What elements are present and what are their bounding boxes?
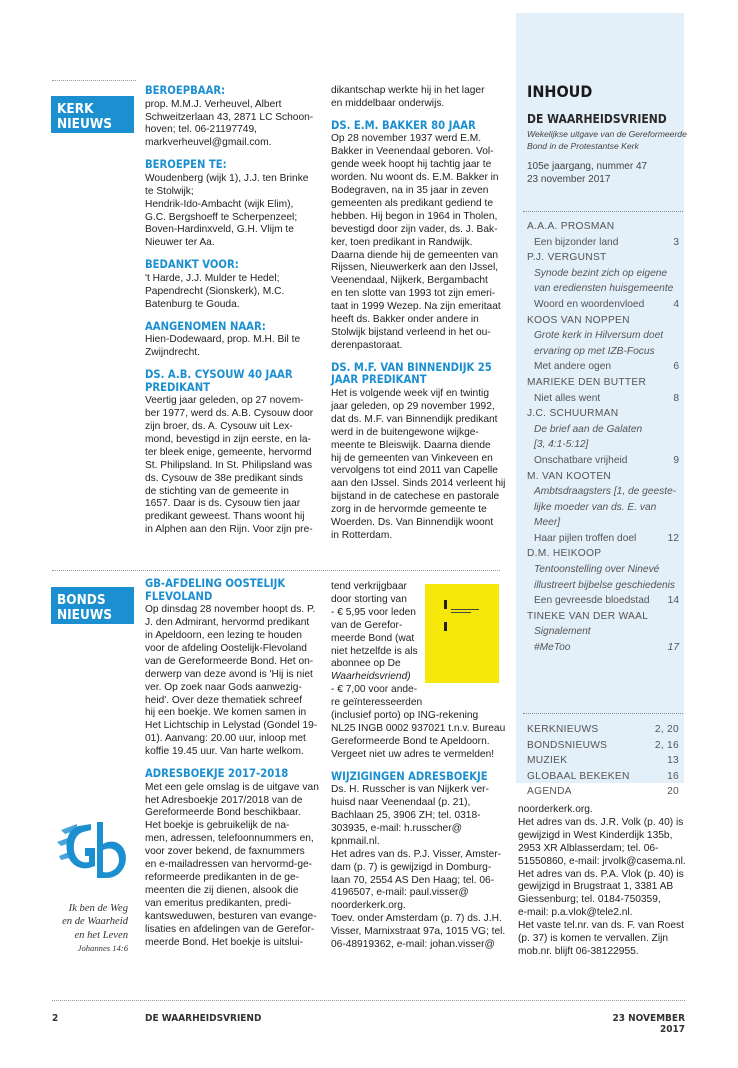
masthead: DE WAARHEIDSVRIEND Wekelijkse uitgave van de Gereformeerde Bond in de Protestantse Kerk 105e jaargang, nummer 47 23 november 2017 [527, 112, 687, 185]
article-heading: ADRESBOEKJE 2017-2018 [145, 767, 289, 781]
category-name: BONDSNIEUWS [527, 739, 608, 751]
category-row [527, 738, 679, 754]
article-line: prop. M.M.J. Verheuvel, Albert [145, 98, 282, 110]
magazine-title: DE WAARHEIDSVRIEND [527, 112, 667, 126]
article-line: Op 28 november 1937 werd E.M. [331, 133, 482, 145]
toc-entry-title: Met andere ogen [534, 361, 612, 373]
article-heading: DS. E.M. BAKKER 80 JAAR [331, 118, 476, 132]
article-line: bijstand in de catechese en pastorale [331, 491, 500, 503]
article-line: dikantschap werkte hij in het lager [331, 85, 485, 96]
article-line: laan 70, 2554 AS Den Haag; tel. 06- [331, 874, 495, 886]
issue-date: 23 november 2017 [527, 174, 611, 185]
article-line: en middelbaar onderwijs. [331, 97, 445, 109]
toc-subtitle: Grote kerk in Hilversum doet [534, 330, 664, 342]
toc-subtitle: De brief aan de Galaten [534, 423, 643, 435]
article-line: gewijzigd in West Kinderdijk 135b, [518, 829, 673, 841]
footer-title: DE WAARHEIDSVRIEND [145, 1013, 262, 1024]
article-line: dat ds. M.F. van Binnendijk predikant [331, 413, 498, 425]
article-line: hebben. Hij begon in 1964 in Tholen, [331, 210, 498, 222]
article-line: in Rotterdam. [331, 529, 393, 541]
article-line: zorg in de hervormde gemeente te [331, 504, 487, 516]
toc-entry [527, 640, 679, 656]
article-line: niet hetzelfde is als [331, 645, 418, 657]
article-line: van de Gerefor- [331, 619, 403, 631]
article-line: gemeenten als predikant gediend te [331, 197, 493, 209]
kerknieuws-column-1 [145, 85, 323, 537]
article-line: 06-48919362, e-mail: johan.visser@ [331, 939, 495, 951]
article-line: Waarheidsvriend) [331, 671, 411, 683]
toc-subtitle: Signalement [534, 626, 591, 638]
article-line: het Adresboekje 2017/2018 van de [145, 794, 303, 806]
article-line: Nieuwer ter Aa. [145, 237, 215, 249]
article-line: (inclusief porto) op ING-rekening [331, 710, 479, 721]
bible-quote: Ik ben de Weg en de Waarheid en het Leven Johannes 14:6 [40, 902, 128, 956]
article-line: mob.nr. blijft 06-38122955. [518, 945, 639, 957]
toc-page-number: 6 [673, 361, 679, 373]
toc-subtitle: van erediensten huisgemeente [534, 283, 674, 295]
table-of-contents [527, 219, 679, 656]
bondsnieuws-column-3 [518, 804, 688, 959]
toc-entry [527, 531, 679, 547]
article-line: voor de afdeling Oostelijk-Flevoland [145, 642, 307, 654]
category-pages: 13 [667, 755, 679, 767]
toc-subtitle: [3, 4:1-5:12] [534, 439, 589, 451]
article-heading: BEDANKT VOOR: [145, 258, 239, 272]
toc-author: MARIEKE DEN BUTTER [527, 376, 647, 388]
category-pages: 20 [667, 786, 679, 798]
article-line: Giessenburg; tel. 0184-750359, [518, 894, 661, 906]
article-line: heeft ds. Bakker onder andere in [331, 314, 479, 326]
category-row [527, 784, 679, 800]
divider [52, 80, 136, 81]
toc-entry-title: Haar pijlen troffen doel [534, 532, 637, 544]
category-name: AGENDA [527, 786, 572, 798]
article-line: Rijssen, Nieuwerkerk aan den IJssel, [331, 262, 499, 274]
article-line: Toev. onder Amsterdam (p. 7) ds. J.H. [331, 913, 502, 925]
article-line: gende week hoopt hij tachtig jaar te [331, 159, 492, 171]
article-heading: WIJZIGINGEN ADRESBOEKJE [331, 769, 488, 783]
toc-subtitle: lijke moeder van ds. E. van [534, 501, 657, 513]
toc-author: M. VAN KOOTEN [527, 470, 612, 482]
category-row [527, 722, 679, 738]
article-line: 01). Aanvang: 20.00 uur, inloop met [145, 733, 306, 745]
toc-author: P.J. VERGUNST [527, 252, 607, 264]
article-line: lisaties en afdelingen van de Gerefor- [145, 923, 315, 935]
toc-entry [527, 453, 679, 469]
divider [523, 211, 683, 212]
toc-page-number: 14 [667, 595, 679, 607]
article-line: Schweitzerlaan 43, 2871 LC Schoon- [145, 111, 314, 123]
toc-subtitle: Tentoonstelling over Ninevé [534, 564, 660, 576]
article-line: ds. Cysouw de 38e predikant sinds [145, 472, 303, 484]
article-heading: DS. A.B. CYSOUW 40 JAAR PREDIKANT [145, 367, 293, 394]
article-line: men, adressen, telefoonnummers en, [145, 833, 314, 845]
article-line: gewijzigd in Brugstraat 1, 3381 AB [518, 881, 674, 893]
article-line: 4196507, e-mail: paul.visser@ [331, 887, 469, 899]
footer-date: 23 NOVEMBER 2017 [612, 1013, 685, 1035]
article-line: Het Lichtschip in Lelystad (Gondel 19- [145, 720, 318, 732]
article-line: ker, toen predikant in Randwijk. [331, 236, 473, 248]
article-line: hoven; tel. 06-21197749, [145, 124, 257, 136]
article-line: hij een boekje. We komen samen in [145, 707, 307, 719]
article-line: Veenendaal, Nijkerk, Bergambacht [331, 275, 488, 287]
article-line: tend verkrijgbaar [331, 581, 407, 592]
article-line: in Apeldoorn, een lezing te houden [145, 630, 302, 641]
article-line: ver. Op zoek naar Gods aanwezig- [145, 681, 302, 693]
article-line: J. den Admirant, hervormd predikant [145, 617, 310, 629]
adresboekje-cover-image [425, 584, 499, 683]
article-line: 303935, e-mail: h.russcher@ [331, 822, 462, 834]
article-line: zijn broer, ds. A. Cysouw uit Lex- [145, 420, 293, 432]
article-line: G.C. Bergshoeff te Scherpenzeel; [145, 211, 298, 223]
article-line: St. Philipsland. In St. Philipsland was [145, 459, 313, 471]
article-line: predikant geweest. Thans woont hij [145, 511, 305, 523]
category-pages: 16 [667, 770, 679, 782]
article-line: hij de gemeenten van Vinkeveen en [331, 452, 493, 464]
divider [52, 1000, 685, 1001]
article-line: NL25 INGB 0002 937021 t.n.v. Bureau [331, 722, 506, 734]
article-line: meerde Bond (wat [331, 632, 415, 644]
article-line: abonnee op De [331, 658, 401, 670]
article-line: re geïnteresseerden [331, 697, 423, 709]
category-name: KERKNIEUWS [527, 724, 599, 735]
article-line: ber 1977, werd ds. A.B. Cysouw door [145, 408, 314, 420]
article-line: noorderkerk.org. [331, 900, 406, 912]
toc-subtitle: illustreert bijbelse geschiedenis [534, 579, 676, 591]
article-heading: BEROEPEN TE: [145, 158, 227, 172]
article-line: Op dinsdag 28 november hoopt ds. P. [145, 604, 316, 616]
toc-entry [527, 359, 679, 375]
article-line: e-mail: p.a.vlok@tele2.nl. [518, 907, 633, 919]
article-line: derwerp van deze avond is 'Hij is niet [145, 668, 313, 680]
article-line: door storting van [331, 593, 407, 605]
article-line: Boven-Hardinxveld, G.H. Vlijm te [145, 224, 294, 236]
page-number: 2 [52, 1013, 59, 1024]
article-line: Het vaste tel.nr. van ds. F. van Roest [518, 920, 684, 932]
article-line: derenpastoraat. [331, 339, 403, 351]
article-line: Met een gele omslag is de uitgave van [145, 781, 319, 793]
section-label-bondsnieuws: BONDS NIEUWS [51, 587, 134, 624]
article-line: in Alphen aan den Rijn. Voor zijn pre- [145, 524, 313, 536]
contents-heading: INHOUD [527, 82, 593, 101]
toc-entry-title: Een gevreesde bloedstad [534, 595, 650, 607]
article-line: meerde Bond. Het boekje is uitslui- [145, 936, 303, 948]
article-line: Woerden. Ds. Van Binnendijk woont [331, 517, 494, 529]
article-line: dam (p. 7) is gewijzigd in Domburg- [331, 861, 492, 873]
bondsnieuws-column-2-wrap [331, 581, 423, 710]
article-line: Woudenberg (wijk 1), J.J. ten Brinke [145, 172, 309, 184]
toc-entry [527, 235, 679, 251]
article-line: vervolgens tot eind 2011 van Capelle [331, 465, 498, 477]
article-line: Hendrik-Ido-Ambacht (wijk Elim), [145, 198, 294, 210]
article-line: Hien-Dodewaard, prop. M.H. Bil te [145, 334, 301, 346]
article-line: Bachlaan 25, 3906 ZH; tel. 0318- [331, 810, 481, 822]
toc-author: A.A.A. PROSMAN [527, 221, 615, 232]
toc-subtitle: Meer] [534, 517, 561, 529]
article-line: koffie 19.45 uur. Van harte welkom. [145, 746, 304, 758]
toc-page-number: 8 [673, 392, 679, 404]
category-index [527, 722, 679, 800]
article-line: heid'. Over deze thematiek schreef [145, 694, 303, 706]
article-line: Veertig jaar geleden, op 27 novem- [145, 395, 304, 407]
article-line: Batenburg te Gouda. [145, 298, 240, 310]
article-line: Bodegraven, na in 35 jaar in zeven [331, 185, 489, 197]
article-line: Het adres van ds. P.J. Visser, Amster- [331, 848, 502, 860]
toc-subtitle: Synode bezint zich op eigene [534, 267, 668, 279]
toc-entry-title: Onschatbare vrijheid [534, 454, 628, 466]
article-line: - € 5,95 voor leden [331, 606, 416, 618]
article-line: werd in de buitengewone wijkge- [331, 426, 479, 438]
category-row [527, 753, 679, 769]
article-line: van de Gereformeerde Bond. Het on- [145, 655, 314, 667]
article-line: de stichting van de gemeente in [145, 485, 289, 497]
article-line: Stolwijk bijstand verleend in het ou- [331, 327, 491, 338]
article-line: Daarna diende hij de gemeenten van [331, 249, 499, 261]
article-line: 51550860, e-mail: jrvolk@casema.nl. [518, 855, 686, 867]
article-line: Gereformeerde Bond beschikbaar. [145, 807, 301, 819]
article-line: van emeritus predikanten, predi- [145, 897, 292, 909]
toc-page-number: 12 [667, 532, 679, 544]
article-line: en e-mailadressen van hervormd-ge- [145, 859, 313, 871]
article-line: Papendrecht (Sionskerk), M.C. [145, 285, 285, 297]
issue-number: 105e jaargang, nummer 47 [527, 161, 648, 172]
article-line: markverheuvel@gmail.com. [145, 137, 272, 149]
category-row [527, 769, 679, 785]
toc-page-number: 17 [667, 642, 679, 654]
article-line: meenten die zij dienen, alsook die [145, 884, 299, 896]
toc-page-number: 9 [673, 454, 679, 466]
article-heading: GB-AFDELING OOSTELIJK FLEVOLAND [145, 577, 286, 603]
article-line: ter bleek enige, gemeente, hervormd [145, 446, 312, 458]
toc-page-number: 4 [673, 298, 679, 310]
divider [523, 713, 683, 714]
category-pages: 2, 16 [654, 739, 679, 751]
article-line: 't Harde, J.J. Mulder te Hedel; [145, 272, 280, 284]
article-line: mond, bevestigd in zijn eerste, en la- [145, 433, 311, 445]
article-line: aan den IJssel. Sinds 2014 verleent hij [331, 478, 506, 490]
category-pages: 2, 20 [654, 724, 679, 735]
toc-subtitle: ervaring op met IZB-Focus [534, 345, 655, 357]
toc-entry-title: #MeToo [534, 642, 571, 654]
article-line: Het boekje is gebruikelijk de na- [145, 820, 290, 832]
article-line: worden. Nu woont ds. E.M. Bakker in [331, 172, 499, 184]
article-line: taat in 1999 Wezep. Na zijn emeritaat [331, 301, 501, 313]
article-line: jaar geleden, op 29 november 1992, [331, 400, 495, 412]
article-line: (p. 37) is komen te vervallen. Zijn [518, 933, 669, 945]
article-line: Zwijndrecht. [145, 347, 200, 359]
quote-reference: Johannes 14:6 [77, 943, 128, 954]
article-line: Het is volgende week vijf en twintig [331, 388, 489, 399]
article-line: te Stolwijk; [145, 185, 194, 197]
toc-author: D.M. HEIKOOP [527, 548, 602, 560]
article-line: noorderkerk.org. [518, 804, 593, 815]
toc-subtitle: Ambtsdraagsters [1, de geeste- [534, 486, 677, 498]
article-line: meente te Bleiswijk. Daarna diende [331, 439, 491, 451]
article-line: - € 7,00 voor ande- [331, 684, 418, 696]
toc-entry [527, 593, 679, 609]
article-line: Gereformeerde Bond te Apeldoorn. [331, 735, 490, 747]
article-line: 2953 XR Alblasserdam; tel. 06- [518, 842, 659, 854]
toc-entry-title: Een bijzonder land [534, 236, 619, 248]
article-line: kpnmail.nl. [331, 835, 380, 847]
article-line: Vergeet niet uw adres te vermelden! [331, 748, 495, 760]
toc-entry [527, 297, 679, 313]
article-heading: DS. M.F. VAN BINNENDIJK 25 JAAR PREDIKANT [331, 360, 492, 387]
toc-entry-title: Niet alles went [534, 392, 601, 404]
bondsnieuws-column-2 [331, 710, 507, 952]
article-line: Ds. H. Russcher is van Nijkerk ver- [331, 784, 489, 796]
toc-author: TINEKE VAN DER WAAL [527, 610, 649, 622]
gb-logo-icon [51, 818, 133, 890]
toc-entry [527, 391, 679, 407]
toc-page-number: 3 [673, 236, 679, 248]
category-name: MUZIEK [527, 755, 568, 767]
article-line: voor zover bekend, de faxnummers [145, 846, 305, 858]
article-line: bevestigd door zijn vader, ds. J. Bak- [331, 223, 498, 235]
article-line: huisd naar Veenendaal (p. 21), [331, 797, 471, 809]
article-line: kantsweduwen, besturen van evange- [145, 910, 317, 922]
category-name: GLOBAAL BEKEKEN [527, 770, 630, 782]
toc-author: KOOS VAN NOPPEN [527, 314, 630, 326]
article-heading: BEROEPBAAR: [145, 84, 226, 97]
article-line: Visser, Marnixstraat 97a, 1015 VG; tel. [331, 926, 506, 938]
article-line: Bakker in Veenendaal geboren. Vol- [331, 146, 494, 158]
bondsnieuws-column-1 [145, 578, 325, 949]
article-line: 1657. Daar is ds. Cysouw tien jaar [145, 498, 301, 510]
article-line: Het adres van ds. J.R. Volk (p. 40) is [518, 816, 684, 828]
article-line: Het adres van ds. P.A. Vlok (p. 40) is [518, 868, 684, 880]
section-label-kerknieuws: KERK NIEUWS [51, 96, 134, 133]
toc-author: J.C. SCHUURMAN [527, 408, 619, 420]
toc-entry-title: Woord en woordenvloed [534, 298, 645, 310]
article-heading: AANGENOMEN NAAR: [145, 319, 266, 333]
article-line: en ten slotte van 1993 tot zijn emeri- [331, 288, 496, 300]
divider [52, 570, 500, 571]
kerknieuws-column-2 [331, 85, 507, 543]
article-line: reformeerde predikanten in de ge- [145, 872, 300, 883]
